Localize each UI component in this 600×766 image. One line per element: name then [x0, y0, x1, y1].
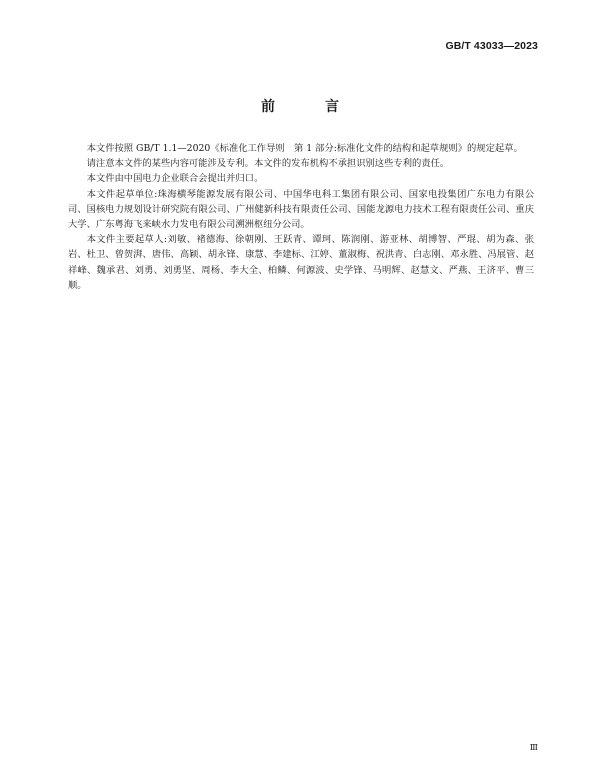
- foreword-body: [68, 141, 534, 293]
- paragraph-patent-notice: 请注意本文件的某些内容可能涉及专利。本文件的发布机构不承担识别这些专利的责任。: [86, 158, 450, 170]
- page-title: 前 言: [261, 99, 357, 115]
- paragraph-drafting-rules: 本文件按照 GB/T 1.1—2020《标准化工作导则 第 1 部分:标准化文件的结构和起草规则》的规定起草。: [86, 143, 523, 154]
- standard-number: GB/T 43033—2023: [445, 40, 538, 52]
- paragraph-drafting-units: 本文件起草单位:珠海横琴能源发展有限公司、中国华电科工集团有限公司、国家电投集团广东电力有限公司、国核电力规划设计研究院有限公司、广州健新科技有限责任公司、国能龙源电力技术工程有限责任公司、重庆大学、广东粤海飞来峡水力发电有限公司溯洲枢纽分公司。: [68, 188, 534, 231]
- page-number: Ⅲ: [529, 743, 538, 753]
- paragraph-proposer: 本文件由中国电力企业联合会提出并归口。: [86, 173, 264, 185]
- paragraph-main-drafters: 本文件主要起草人:刘敏、褚德海、徐朝刚、王跃青、谭珂、陈润刚、游亚林、胡博智、严琨、胡为森、张岩、杜卫、曾贺湃、唐伟、高颖、胡永锋、康慧、李建标、江婷、董淑梅、祝洪青、白志刚、邓永胜、冯展管、赵祥峰、魏承君、刘勇、刘勇坚、周杨、李大全、柏鳞、何源波、史学锋、马明辉、赵慧文、严燕、王济平、曹三顺。: [68, 234, 534, 291]
